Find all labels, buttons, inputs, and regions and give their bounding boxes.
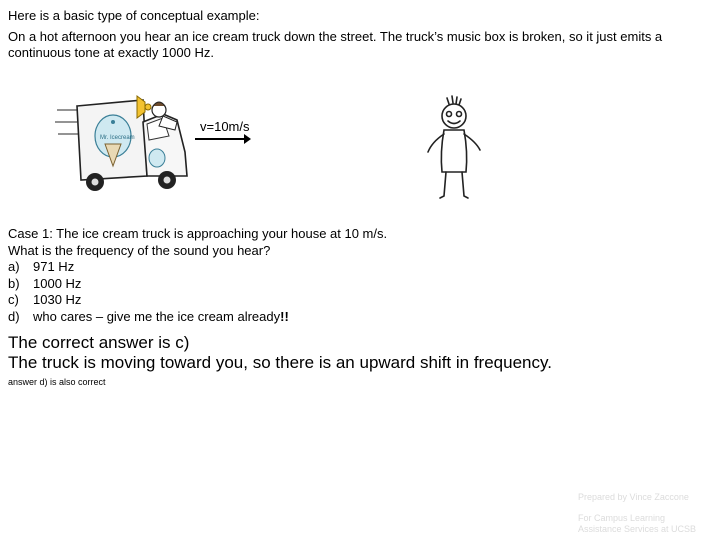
option-a xyxy=(8,259,387,276)
question-line-2: What is the frequency of the sound you hear? xyxy=(8,242,271,258)
option-label: b) xyxy=(8,275,20,291)
answer-line-2: The truck is moving toward you, so there is an upward shift in frequency. xyxy=(8,353,552,372)
option-c xyxy=(8,292,387,309)
truck-logo-text: Mr. Icecream xyxy=(100,135,135,141)
credit-block xyxy=(578,492,696,536)
velocity-arrow xyxy=(195,138,249,140)
question-block xyxy=(8,226,387,325)
option-label: a) xyxy=(8,259,20,274)
answer-line-1: The correct answer is c) xyxy=(8,333,190,352)
listener-person-illustration xyxy=(420,92,490,202)
option-text: 1030 Hz xyxy=(33,292,82,307)
answer-block xyxy=(8,333,552,373)
credit-for: For Campus Learning Assistance Services at UCSB xyxy=(578,512,697,534)
option-text: 971 Hz xyxy=(33,259,75,274)
option-label: d) xyxy=(8,308,20,324)
option-text: 1000 Hz xyxy=(33,275,82,291)
scenario-text: On a hot afternoon you hear an ice cream truck down the street. The truck’s music box is broken, so it just emits a continuous tone at exactly 1000 Hz. xyxy=(8,29,663,60)
option-text: who cares – give me the ice cream already!! xyxy=(33,308,289,324)
option-b xyxy=(8,276,387,293)
velocity-label: v=10m/s xyxy=(200,119,250,134)
credit-prepared-by: Prepared by Vince Zaccone xyxy=(578,492,689,502)
option-d xyxy=(8,309,387,326)
answer-note: answer d) is also correct xyxy=(8,377,106,387)
question-line-1: Case 1: The ice cream truck is approaching your house at 10 m/s. xyxy=(8,226,388,241)
option-label: c) xyxy=(8,292,19,307)
intro-text: Here is a basic type of conceptual example: xyxy=(8,8,260,23)
